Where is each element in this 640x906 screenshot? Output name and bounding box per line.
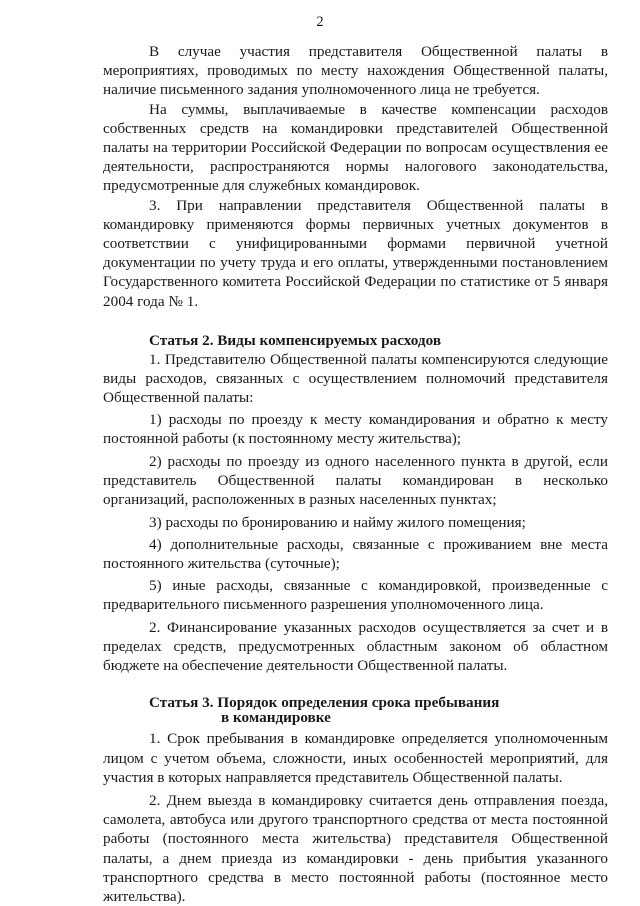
article-3-heading: Статья 3. Порядок определения срока пребывания xyxy=(149,694,500,712)
article-2-item-4: 4) дополнительные расходы, связанные с проживанием вне места постоянного жительства (суточные); xyxy=(103,535,608,573)
article-3-heading-continuation: в командировке xyxy=(221,709,331,727)
intro-paragraph-1: В случае участия представителя Общественной палаты в мероприятиях, проводимых по месту нахождения Общественной палаты, наличие письменного задания уполномоченного лица не требуется. xyxy=(103,43,608,99)
article-2-item-2: 2) расходы по проезду из одного населенного пункта в другой, если представитель Общественной палаты командирован в несколько организаций, расположенных в разных населенных пунктах; xyxy=(103,453,608,509)
section-spacer xyxy=(103,311,608,331)
document-body xyxy=(103,42,608,906)
article-3-paragraph-2: 2. Днем выезда в командировку считается день отправления поезда, самолета, автобуса или другого транспортного средства от места постоянной работы (постоянного места жительства) представителя Общественной палаты, а днем приезда из командировки - день прибытия указанного транспортного средства в место постоянной работы (постоянное место жительства). xyxy=(103,791,608,905)
page-number: 2 xyxy=(316,14,324,30)
section-spacer xyxy=(103,675,608,695)
article-2-item-5: 5) иные расходы, связанные с командировкой, произведенные с предварительного письменного разрешения уполномоченного лица. xyxy=(103,577,608,614)
article-2-item-3: 3) расходы по бронированию и найму жилого помещения; xyxy=(149,513,526,531)
article-3-paragraph-1: 1. Срок пребывания в командировке определяется уполномоченным лицом с учетом объема, сложности, иных особенностей мероприятий, для участия в которых направляется представитель Общественной палаты. xyxy=(103,730,608,786)
article-2-paragraph-1: 1. Представителю Общественной палаты компенсируются следующие виды расходов, связанных с осуществлением полномочий представителя Общественной палаты: xyxy=(103,351,608,407)
intro-paragraph-3: 3. При направлении представителя Общественной палаты в командировку применяются формы первичных учетных документов в соответствии с унифицированными формами первичной учетной документации по учету труда и его оплаты, утвержденными постановлением Государственного комитета Российской Федерации по статистике от 5 января 2004 года № 1. xyxy=(103,196,608,310)
article-2-heading: Статья 2. Виды компенсируемых расходов xyxy=(149,331,442,349)
article-2-paragraph-2: 2. Финансирование указанных расходов осуществляется за счет и в пределах средств, предусмотренных областным законом об областном бюджете на обеспечение деятельности Общественной палаты. xyxy=(103,618,608,675)
intro-paragraph-2: На суммы, выплачиваемые в качестве компенсации расходов собственных средств на командировки представителей Общественной палаты на территории Российской Федерации по вопросам осуществления ее деятельности, распространяются нормы налогового законодательства, предусмотренные для служебных командировок. xyxy=(103,100,608,195)
article-2-item-1: 1) расходы по проезду к месту командирования и обратно к месту постоянной работы (к постоянному месту жительства); xyxy=(103,410,608,447)
